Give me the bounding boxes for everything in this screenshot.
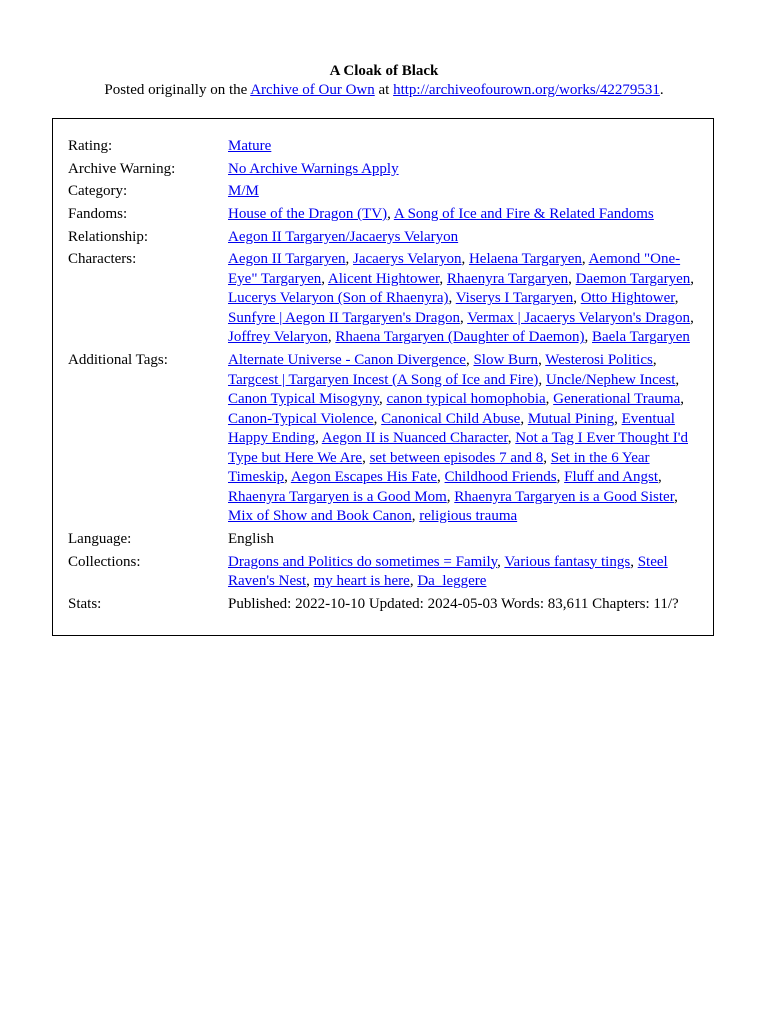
tag-link[interactable]: Fluff and Angst <box>564 469 659 486</box>
tag-link[interactable]: Mutual Pining <box>527 410 615 427</box>
meta-label: Fandoms: <box>68 206 128 223</box>
tag-link[interactable]: Rhaenyra Targaryen <box>446 270 569 287</box>
meta-row <box>68 160 701 183</box>
tag-link[interactable]: Aemond "One-Eye" Targaryen <box>228 251 681 287</box>
tag-link[interactable]: Alternate Universe - Canon Divergence <box>228 352 466 369</box>
meta-label: Language: <box>68 530 132 547</box>
meta-row <box>68 595 701 618</box>
tag-link[interactable]: Set in the 6 Year Timeskip <box>228 449 650 486</box>
meta-row <box>68 351 701 530</box>
tag-link[interactable]: Sunfyre | Aegon II Targaryen's Dragon <box>228 309 460 326</box>
tag-link[interactable]: Targcest | Targaryen Incest (A Song of Ice and Fire) <box>228 371 539 388</box>
tag-link[interactable]: Vermax | Jacaerys Velaryon's Dragon <box>467 309 691 326</box>
meta-label: Relationship: <box>68 228 148 245</box>
tag-link[interactable]: Aegon II is Nuanced Character <box>321 430 508 447</box>
meta-row <box>68 228 701 251</box>
meta-table <box>68 137 701 617</box>
tag-link[interactable]: Canon Typical Misogyny <box>228 391 380 408</box>
archive-link[interactable]: Archive of Our Own <box>250 82 375 98</box>
tag-link[interactable]: set between episodes 7 and 8 <box>369 449 544 466</box>
meta-row <box>68 250 701 351</box>
meta-value: Dragons and Politics do sometimes = Family, Various fantasy tings, Steel Raven's Nest, my heart is here, Da_leggere <box>228 553 668 589</box>
tag-link[interactable]: Aegon II Targaryen/Jacaerys Velaryon <box>228 228 459 245</box>
tag-link[interactable]: Eventual Happy Ending <box>228 410 675 447</box>
tag-link[interactable]: Rhaenyra Targaryen is a Good Mom <box>228 488 447 505</box>
meta-label: Additional Tags: <box>68 352 168 369</box>
meta-text: Published: 2022-10-10 Updated: 2024-05-03 Words: 83,611 Chapters: 11/? <box>228 595 679 612</box>
tag-link[interactable]: Baela Targaryen <box>591 329 690 346</box>
posted-line <box>0 81 768 101</box>
tag-link[interactable]: Rhaena Targaryen (Daughter of Daemon) <box>335 329 585 346</box>
tag-link[interactable]: A Song of Ice and Fire & Related Fandoms <box>393 206 654 223</box>
tag-link[interactable]: Mature <box>228 138 272 154</box>
tag-link[interactable]: Aegon Escapes His Fate <box>290 469 438 486</box>
tag-link[interactable]: my heart is here <box>313 573 410 589</box>
tag-link[interactable]: Joffrey Velaryon <box>228 329 328 346</box>
meta-row <box>68 553 701 595</box>
meta-row <box>68 530 701 553</box>
tag-link[interactable]: Alicent Hightower <box>327 270 440 287</box>
tag-link[interactable]: Canonical Child Abuse <box>381 410 521 427</box>
tag-link[interactable]: Not a Tag I Ever Thought I'd Type but Here We Are <box>228 430 688 466</box>
tag-link[interactable]: Rhaenyra Targaryen is a Good Sister <box>454 488 675 505</box>
meta-value <box>228 182 701 205</box>
meta-label: Characters: <box>68 251 137 268</box>
meta-box <box>52 118 714 636</box>
tag-link[interactable]: Mix of Show and Book Canon <box>228 508 412 525</box>
meta-label: Rating: <box>68 138 113 154</box>
tag-link[interactable]: Uncle/Nephew Incest <box>545 371 676 388</box>
tag-link[interactable]: Childhood Friends <box>444 469 557 486</box>
tag-link[interactable]: Viserys I Targaryen <box>455 290 574 307</box>
meta-label: Collections: <box>68 553 141 570</box>
meta-value: House of the Dragon (TV), A Song of Ice and Fire & Related Fandoms <box>228 206 654 223</box>
tag-link[interactable]: Jacaerys Velaryon <box>353 251 462 268</box>
meta-row <box>68 137 701 160</box>
meta-value <box>228 595 701 618</box>
work-header <box>0 0 768 101</box>
meta-value: Alternate Universe - Canon Divergence, Slow Burn, Westerosi Politics, Targcest | Targaryen Incest (A Song of Ice and Fire), Uncle/Nephew Incest, Canon Typical Misogyny, canon typical homophobia, Generational Trauma, Canon-Typical Violence, Canonical Child Abuse, Mutual Pining, Eventual Happy Ending, Aegon II is Nuanced Character, Not a Tag I Ever Thought I'd Type but Here We Are, set between episodes 7 and 8, Set in the 6 Year Timeskip, Aegon Escapes His Fate, Childhood Friends, Fluff and Angst, Rhaenyra Targaryen is a Good Mom, Rhaenyra Targaryen is a Good Sister, Mix of Show and Book Canon, religious trauma <box>228 352 688 525</box>
meta-label: Stats: <box>68 595 102 612</box>
tag-link[interactable]: Da_leggere <box>417 573 487 589</box>
tag-link[interactable]: canon typical homophobia <box>386 391 546 408</box>
meta-value <box>228 228 701 251</box>
meta-label: Archive Warning: <box>68 160 176 177</box>
tag-link[interactable]: Aegon II Targaryen <box>228 251 346 268</box>
meta-row <box>68 205 701 228</box>
tag-link[interactable]: Dragons and Politics do sometimes = Family <box>228 553 498 570</box>
tag-link[interactable]: Slow Burn <box>473 352 539 369</box>
tag-link[interactable]: Generational Trauma <box>553 391 681 408</box>
tag-link[interactable]: Lucerys Velaryon (Son of Rhaenyra) <box>228 290 449 307</box>
meta-value <box>228 137 701 160</box>
tag-link[interactable]: Otto Hightower <box>580 290 675 307</box>
tag-link[interactable]: No Archive Warnings Apply <box>228 160 399 177</box>
tag-link[interactable]: religious trauma <box>419 508 518 525</box>
tag-link[interactable]: Helaena Targaryen <box>468 251 582 268</box>
meta-text: English <box>228 530 274 547</box>
posted-suffix: . <box>659 82 664 98</box>
meta-value <box>228 530 701 553</box>
posted-mid: at <box>374 82 394 98</box>
tag-link[interactable]: House of the Dragon (TV) <box>228 206 388 223</box>
work-title: A Cloak of Black <box>329 63 439 79</box>
tag-link[interactable]: Canon-Typical Violence <box>228 410 374 427</box>
tag-link[interactable]: Westerosi Politics <box>545 352 653 369</box>
tag-link[interactable]: Steel Raven's Nest <box>228 553 668 589</box>
meta-row <box>68 182 701 205</box>
meta-value: Aegon II Targaryen, Jacaerys Velaryon, Helaena Targaryen, Aemond "One-Eye" Targaryen, Alicent Hightower, Rhaenyra Targaryen, Daemon Targaryen, Lucerys Velaryon (Son of Rhaenyra), Viserys I Targaryen, Otto Hightower, Sunfyre | Aegon II Targaryen's Dragon, Vermax | Jacaerys Velaryon's Dragon, Joffrey Velaryon, Rhaena Targaryen (Daughter of Daemon), Baela Targaryen <box>228 251 694 346</box>
tag-link[interactable]: Various fantasy tings <box>504 553 631 570</box>
work-url-link[interactable]: http://archiveofourown.org/works/42279531 <box>393 82 660 98</box>
meta-value <box>228 160 701 183</box>
posted-prefix: Posted originally on the <box>104 82 251 98</box>
tag-link[interactable]: M/M <box>228 183 259 200</box>
tag-link[interactable]: Daemon Targaryen <box>575 270 691 287</box>
meta-label: Category: <box>68 183 128 200</box>
